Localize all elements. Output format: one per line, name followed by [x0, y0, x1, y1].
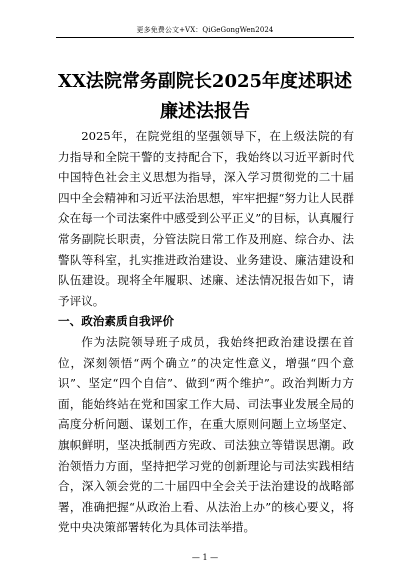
intro-paragraph: 2025年，在院党组的坚强领导下，在上级法院的有力指导和全院干警的支持配合下，我始终以习近平新时代中国特色社会主义思想为指导，深入学习贯彻党的二十届四中全会精神和习近平法治思想，牢牢把握“努力让人民群众在每一个司法案件中感受到公平正义”的目标，认真履行常务副院长职责，分管法院日常工作及刑庭、综合办、法警队等科室，扎实推进政治建设、业务建设、廉洁建设和队伍建设。现将全年履职、述廉、述法情况报告如下，请予评议。 — [58, 129, 354, 308]
page-header: 更多免费公文+VX：QiGeGongWen2024 — [136, 26, 274, 34]
section-heading: 一、政治素质自我评价 — [58, 314, 174, 329]
header-divider — [56, 37, 354, 38]
document-body — [58, 126, 354, 538]
page-number: — 1 — — [191, 553, 219, 562]
document-title: XX法院常务副院长2025年度述职述廉述法报告 — [57, 71, 353, 122]
section-paragraph: 作为法院领导班子成员，我始终把政治建设摆在首位，深刻领悟“两个确立”的决定性意义，增强“四个意识”、坚定“四个自信”、做到“两个维护”。政治判断力方面，能始终站在党和国家工作大局、司法事业发展全局的高度分析问题、谋划工作，在重大原则问题上立场坚定、旗帜鲜明，坚决抵制西方宪政、司法独立等错误思潮。政治领悟力方面，坚持把学习党的创新理论与司法实践相结合，深入领会党的二十届四中全会关于法治建设的战略部署，准确把握“从政治上看、从法治上办”的核心要义，将党中央决策部署转化为具体司法举措。 — [58, 334, 354, 535]
